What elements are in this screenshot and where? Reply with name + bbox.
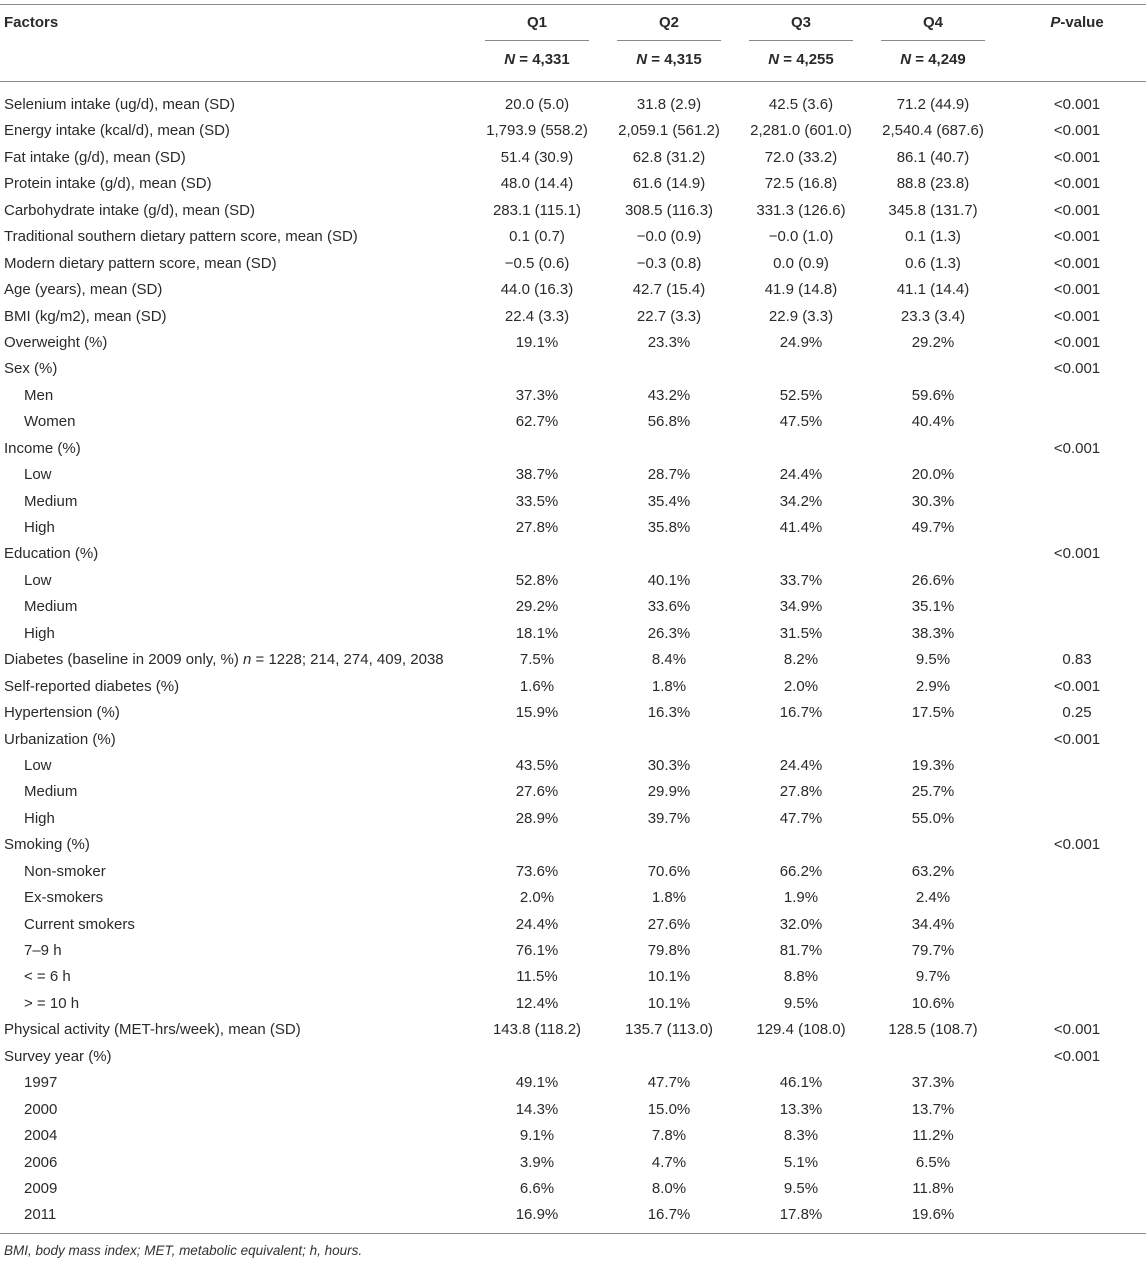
row-label: 2006 bbox=[24, 1153, 58, 1171]
table-row bbox=[0, 594, 1146, 620]
cell-q3: 52.5% bbox=[779, 386, 823, 404]
row-label: Low bbox=[24, 756, 52, 774]
table-footnote: BMI, body mass index; MET, metabolic equivalent; h, hours. bbox=[4, 1243, 363, 1258]
table-row bbox=[0, 1017, 1146, 1043]
row-label: Selenium intake (ug/d), mean (SD) bbox=[4, 96, 235, 113]
row-label: Physical activity (MET-hrs/week), mean (SD) bbox=[4, 1021, 301, 1039]
cell-q1: 1,793.9 (558.2) bbox=[486, 122, 588, 140]
cell-q1: 143.8 (118.2) bbox=[492, 1021, 582, 1039]
cell-q3: 22.9 (3.3) bbox=[768, 307, 834, 325]
row-label: BMI (kg/m2), mean (SD) bbox=[4, 307, 167, 325]
cell-q2: 10.1% bbox=[647, 994, 691, 1012]
cell-p-value: <0.001 bbox=[1053, 281, 1101, 299]
cell-q4: 2.9% bbox=[915, 677, 951, 695]
row-label: Traditional southern dietary pattern score, mean (SD) bbox=[4, 228, 358, 246]
bottom-rule bbox=[0, 1233, 1146, 1234]
table-row bbox=[0, 515, 1146, 541]
cell-q2: 70.6% bbox=[647, 862, 691, 880]
cell-q2: 56.8% bbox=[647, 413, 691, 431]
table-row bbox=[0, 806, 1146, 832]
table-row bbox=[0, 621, 1146, 647]
cell-q3: 27.8% bbox=[779, 783, 823, 801]
row-label: 2000 bbox=[24, 1100, 58, 1118]
cell-q2: 16.3% bbox=[647, 704, 691, 722]
table-row bbox=[0, 541, 1146, 567]
cell-q3: 2.0% bbox=[783, 677, 819, 695]
cell-q4: 128.5 (108.7) bbox=[888, 1021, 978, 1039]
cell-q3: 331.3 (126.6) bbox=[756, 201, 846, 219]
cell-q2: 15.0% bbox=[647, 1100, 691, 1118]
row-label: Women bbox=[24, 413, 76, 431]
cell-q1: 2.0% bbox=[519, 889, 555, 907]
cell-q4: 37.3% bbox=[911, 1074, 955, 1092]
cell-q3: 17.8% bbox=[779, 1206, 823, 1224]
row-label: High bbox=[24, 519, 55, 536]
table-row bbox=[0, 277, 1146, 303]
cell-q2: 39.7% bbox=[647, 809, 691, 827]
header-factors: Factors bbox=[4, 14, 59, 31]
cell-q2: −0.3 (0.8) bbox=[636, 254, 702, 272]
row-label: Sex (%) bbox=[4, 360, 58, 378]
cell-q3: 8.3% bbox=[783, 1127, 819, 1145]
cell-q3: 33.7% bbox=[779, 571, 823, 589]
cell-q2: 308.5 (116.3) bbox=[624, 201, 714, 219]
table-row bbox=[0, 753, 1146, 779]
table-row bbox=[0, 991, 1146, 1017]
row-label: < = 6 h bbox=[24, 968, 71, 986]
cell-q1: 12.4% bbox=[515, 994, 559, 1012]
cell-q1: 24.4% bbox=[515, 915, 559, 933]
cell-q2: 30.3% bbox=[647, 756, 691, 774]
cell-q2: 42.7 (15.4) bbox=[632, 281, 706, 299]
cell-p-value: <0.001 bbox=[1053, 439, 1101, 457]
row-label: Non-smoker bbox=[24, 862, 106, 880]
cell-q3: 42.5 (3.6) bbox=[768, 96, 834, 113]
table-row bbox=[0, 1123, 1146, 1149]
table-row bbox=[0, 436, 1146, 462]
row-label: Carbohydrate intake (g/d), mean (SD) bbox=[4, 201, 255, 219]
cell-q2: 26.3% bbox=[647, 624, 691, 642]
row-label: Ex-smokers bbox=[24, 889, 104, 907]
cell-q4: 0.6 (1.3) bbox=[905, 254, 961, 272]
table-row bbox=[0, 674, 1146, 700]
cell-q1: 0.1 (0.7) bbox=[509, 228, 565, 246]
row-label: 2004 bbox=[24, 1127, 58, 1145]
cell-q4: 63.2% bbox=[911, 862, 955, 880]
cell-q4: 59.6% bbox=[911, 386, 955, 404]
q4-underline bbox=[881, 40, 985, 41]
row-label: Self-reported diabetes (%) bbox=[4, 677, 180, 695]
cell-q1: 9.1% bbox=[519, 1127, 555, 1145]
cell-q3: 72.5 (16.8) bbox=[764, 175, 838, 193]
cell-q4: 2.4% bbox=[915, 889, 951, 907]
cell-q3: 47.7% bbox=[779, 809, 823, 827]
table-body bbox=[0, 92, 1146, 1229]
row-label: Protein intake (g/d), mean (SD) bbox=[4, 175, 212, 193]
cell-q4: 11.8% bbox=[912, 1179, 954, 1197]
cell-p-value: <0.001 bbox=[1053, 148, 1101, 166]
table-row bbox=[0, 1044, 1146, 1070]
table-row bbox=[0, 251, 1146, 277]
cell-p-value: <0.001 bbox=[1053, 228, 1101, 246]
cell-q1: −0.5 (0.6) bbox=[504, 254, 570, 272]
table-row bbox=[0, 964, 1146, 990]
cell-q1: 33.5% bbox=[515, 492, 559, 510]
cell-q4: 2,540.4 (687.6) bbox=[882, 122, 984, 140]
cell-p-value: <0.001 bbox=[1053, 836, 1101, 854]
q2-underline bbox=[617, 40, 721, 41]
row-label: Hypertension (%) bbox=[4, 704, 120, 722]
cell-q4: 34.4% bbox=[911, 915, 955, 933]
cell-q3: −0.0 (1.0) bbox=[768, 228, 834, 246]
cell-q4: 35.1% bbox=[911, 598, 955, 616]
table-row bbox=[0, 1097, 1146, 1123]
cell-q2: 62.8 (31.2) bbox=[632, 148, 706, 166]
cell-q1: 11.5% bbox=[516, 968, 558, 986]
header-q1: Q1 bbox=[526, 14, 547, 31]
cell-p-value: <0.001 bbox=[1053, 360, 1101, 378]
cell-q4: 19.6% bbox=[911, 1206, 955, 1224]
cell-p-value: <0.001 bbox=[1053, 307, 1101, 325]
table-row bbox=[0, 304, 1146, 330]
table-row bbox=[0, 647, 1146, 673]
table-row bbox=[0, 409, 1146, 435]
cell-q4: 23.3 (3.4) bbox=[900, 307, 966, 325]
cell-p-value: <0.001 bbox=[1053, 333, 1101, 351]
cell-q3: 41.4% bbox=[779, 519, 823, 536]
row-label: 1997 bbox=[24, 1074, 58, 1092]
cell-q2: 33.6% bbox=[647, 598, 691, 616]
table-row bbox=[0, 330, 1146, 356]
cell-q1: 27.6% bbox=[515, 783, 559, 801]
row-label: 2009 bbox=[24, 1179, 58, 1197]
header-q2: Q2 bbox=[658, 14, 679, 31]
cell-q2: 8.0% bbox=[651, 1179, 687, 1197]
row-label: Overweight (%) bbox=[4, 333, 108, 351]
cell-p-value: 0.25 bbox=[1062, 704, 1092, 722]
cell-q2: 29.9% bbox=[647, 783, 691, 801]
cell-q1: 62.7% bbox=[515, 413, 559, 431]
table-row bbox=[0, 568, 1146, 594]
cell-q4: 49.7% bbox=[911, 519, 955, 536]
cell-q3: 31.5% bbox=[779, 624, 823, 642]
cell-p-value: <0.001 bbox=[1053, 175, 1101, 193]
top-rule bbox=[0, 4, 1146, 5]
cell-q4: 30.3% bbox=[911, 492, 955, 510]
cell-q2: 27.6% bbox=[647, 915, 691, 933]
table-row bbox=[0, 224, 1146, 250]
cell-q2: 4.7% bbox=[651, 1153, 687, 1171]
cell-q1: 6.6% bbox=[519, 1179, 555, 1197]
header-rule bbox=[0, 81, 1146, 82]
cell-q2: 16.7% bbox=[647, 1206, 691, 1224]
cell-q1: 20.0 (5.0) bbox=[504, 96, 570, 113]
row-label: High bbox=[24, 809, 55, 827]
cell-q4: 25.7% bbox=[911, 783, 955, 801]
cell-p-value: <0.001 bbox=[1053, 96, 1101, 113]
row-label: Urbanization (%) bbox=[4, 730, 116, 748]
header-q3: Q3 bbox=[790, 14, 811, 31]
cell-q3: 24.4% bbox=[779, 466, 823, 484]
cell-q2: 8.4% bbox=[651, 651, 687, 669]
header-p-value bbox=[1022, 14, 1132, 31]
cell-q1: 3.9% bbox=[519, 1153, 555, 1171]
cell-q1: 51.4 (30.9) bbox=[500, 148, 574, 166]
row-label: Age (years), mean (SD) bbox=[4, 281, 163, 299]
row-label: Men bbox=[24, 386, 54, 404]
cell-q1: 19.1% bbox=[515, 333, 559, 351]
cell-q4: 9.5% bbox=[915, 651, 951, 669]
row-label: Medium bbox=[24, 492, 78, 510]
row-label: Fat intake (g/d), mean (SD) bbox=[4, 148, 186, 166]
row-label: Low bbox=[24, 466, 52, 484]
row-label: Medium bbox=[24, 598, 78, 616]
cell-q2: 31.8 (2.9) bbox=[636, 96, 702, 113]
cell-p-value: <0.001 bbox=[1053, 677, 1101, 695]
cell-q4: 71.2 (44.9) bbox=[896, 96, 970, 113]
row-label: Education (%) bbox=[4, 545, 99, 563]
cell-q4: 40.4% bbox=[911, 413, 955, 431]
cell-q3: 47.5% bbox=[779, 413, 823, 431]
cell-q3: 9.5% bbox=[783, 994, 819, 1012]
table-row bbox=[0, 832, 1146, 858]
cell-q4: 10.6% bbox=[911, 994, 955, 1012]
cell-q3: 24.4% bbox=[779, 756, 823, 774]
table-row bbox=[0, 118, 1146, 144]
cell-q1: 43.5% bbox=[515, 756, 559, 774]
cell-q1: 49.1% bbox=[515, 1074, 559, 1092]
cell-q4: 19.3% bbox=[911, 756, 955, 774]
cell-p-value: 0.83 bbox=[1062, 651, 1092, 669]
header-q4: Q4 bbox=[922, 14, 943, 31]
cell-q4: 55.0% bbox=[911, 809, 955, 827]
cell-q3: 41.9 (14.8) bbox=[764, 281, 838, 299]
cell-q1: 28.9% bbox=[515, 809, 559, 827]
table-row bbox=[0, 779, 1146, 805]
cell-q2: −0.0 (0.9) bbox=[636, 228, 702, 246]
cell-q1: 76.1% bbox=[515, 942, 559, 959]
cell-q1: 52.8% bbox=[515, 571, 559, 589]
table-row bbox=[0, 1176, 1146, 1202]
cell-q2: 35.4% bbox=[647, 492, 691, 510]
cell-q2: 28.7% bbox=[647, 466, 691, 484]
cell-q3: 0.0 (0.9) bbox=[773, 254, 829, 272]
cell-q2: 40.1% bbox=[647, 571, 691, 589]
row-label: Energy intake (kcal/d), mean (SD) bbox=[4, 122, 230, 140]
cell-p-value: <0.001 bbox=[1053, 122, 1101, 140]
cell-p-value: <0.001 bbox=[1053, 1021, 1101, 1039]
row-label: Income (%) bbox=[4, 439, 81, 457]
cell-q4: 26.6% bbox=[911, 571, 955, 589]
cell-q2: 35.8% bbox=[647, 519, 691, 536]
table-row bbox=[0, 938, 1146, 964]
row-label: Survey year (%) bbox=[4, 1047, 112, 1065]
table-row bbox=[0, 1202, 1146, 1228]
cell-q3: 8.2% bbox=[783, 651, 819, 669]
cell-q1: 16.9% bbox=[515, 1206, 559, 1224]
cell-q2: 7.8% bbox=[651, 1127, 687, 1145]
table-row bbox=[0, 92, 1146, 118]
row-label: > = 10 h bbox=[24, 994, 80, 1012]
cell-q3: 13.3% bbox=[779, 1100, 823, 1118]
cell-q4: 79.7% bbox=[911, 942, 955, 959]
cell-q4: 38.3% bbox=[911, 624, 955, 642]
table-row bbox=[0, 885, 1146, 911]
table-row bbox=[0, 700, 1146, 726]
cell-q3: 34.2% bbox=[779, 492, 823, 510]
cell-q1: 37.3% bbox=[515, 386, 559, 404]
cell-q1: 14.3% bbox=[515, 1100, 559, 1118]
table-row bbox=[0, 171, 1146, 197]
cell-q4: 29.2% bbox=[911, 333, 955, 351]
cell-q3: 1.9% bbox=[783, 889, 819, 907]
cell-q3: 129.4 (108.0) bbox=[756, 1021, 846, 1039]
cell-q3: 72.0 (33.2) bbox=[764, 148, 838, 166]
table-row bbox=[0, 727, 1146, 753]
cell-p-value: <0.001 bbox=[1053, 730, 1101, 748]
cell-q4: 86.1 (40.7) bbox=[896, 148, 970, 166]
cell-q1: 18.1% bbox=[515, 624, 559, 642]
cell-q3: 32.0% bbox=[779, 915, 823, 933]
row-label: High bbox=[24, 624, 55, 642]
cell-q1: 38.7% bbox=[515, 466, 559, 484]
cell-q2: 61.6 (14.9) bbox=[632, 175, 706, 193]
cell-q3: 5.1% bbox=[783, 1153, 819, 1171]
cell-q1: 7.5% bbox=[519, 651, 555, 669]
cell-q4: 9.7% bbox=[915, 968, 951, 986]
cell-q1: 48.0 (14.4) bbox=[500, 175, 574, 193]
cell-q1: 44.0 (16.3) bbox=[500, 281, 574, 299]
cell-q3: 24.9% bbox=[779, 333, 823, 351]
cell-q2: 22.7 (3.3) bbox=[636, 307, 702, 325]
cell-q4: 0.1 (1.3) bbox=[905, 228, 961, 246]
cell-q4: 345.8 (131.7) bbox=[888, 201, 978, 219]
cell-q2: 135.7 (113.0) bbox=[624, 1021, 714, 1039]
cell-q1: 283.1 (115.1) bbox=[492, 201, 582, 219]
cell-q2: 2,059.1 (561.2) bbox=[618, 122, 720, 140]
row-label: 7–9 h bbox=[24, 942, 62, 959]
cell-q3: 2,281.0 (601.0) bbox=[750, 122, 852, 140]
cell-q1: 29.2% bbox=[515, 598, 559, 616]
cell-q4: 6.5% bbox=[915, 1153, 951, 1171]
table-row bbox=[0, 356, 1146, 382]
header-n4: N = 4,249 bbox=[900, 51, 966, 68]
row-label: Modern dietary pattern score, mean (SD) bbox=[4, 254, 277, 272]
cell-q2: 43.2% bbox=[647, 386, 691, 404]
cell-q3: 34.9% bbox=[779, 598, 823, 616]
cell-q3: 66.2% bbox=[779, 862, 823, 880]
row-label: Low bbox=[24, 571, 52, 589]
table-row bbox=[0, 462, 1146, 488]
row-label: 2011 bbox=[24, 1206, 57, 1224]
table-row bbox=[0, 1070, 1146, 1096]
row-label: Medium bbox=[24, 783, 78, 801]
cell-p-value: <0.001 bbox=[1053, 254, 1101, 272]
row-label: Current smokers bbox=[24, 915, 135, 933]
cell-p-value: <0.001 bbox=[1053, 1047, 1101, 1065]
cell-q3: 46.1% bbox=[779, 1074, 823, 1092]
cell-q4: 20.0% bbox=[911, 466, 955, 484]
cell-p-value: <0.001 bbox=[1053, 201, 1101, 219]
cell-q1: 1.6% bbox=[519, 677, 555, 695]
cell-q2: 1.8% bbox=[651, 677, 687, 695]
header-n1: N = 4,331 bbox=[504, 51, 570, 68]
row-label: Smoking (%) bbox=[4, 836, 90, 854]
cell-q4: 11.2% bbox=[912, 1127, 954, 1145]
cell-q4: 88.8 (23.8) bbox=[896, 175, 970, 193]
header-p-rest: -value bbox=[1060, 14, 1104, 31]
table-row bbox=[0, 912, 1146, 938]
cell-q1: 22.4 (3.3) bbox=[504, 307, 570, 325]
table-row bbox=[0, 383, 1146, 409]
header-n2: N = 4,315 bbox=[636, 51, 702, 68]
q1-underline bbox=[485, 40, 589, 41]
cell-q2: 10.1% bbox=[647, 968, 691, 986]
cell-q2: 1.8% bbox=[651, 889, 687, 907]
cell-q1: 15.9% bbox=[515, 704, 559, 722]
cell-q4: 17.5% bbox=[911, 704, 955, 722]
header-p-italic: P bbox=[1050, 14, 1061, 31]
cell-q1: 73.6% bbox=[515, 862, 559, 880]
cell-q1: 27.8% bbox=[515, 519, 559, 536]
q3-underline bbox=[749, 40, 853, 41]
table-row bbox=[0, 145, 1146, 171]
table-row bbox=[0, 1150, 1146, 1176]
table-row bbox=[0, 489, 1146, 515]
cell-q3: 16.7% bbox=[779, 704, 823, 722]
cell-p-value: <0.001 bbox=[1053, 545, 1101, 563]
cell-q4: 41.1 (14.4) bbox=[896, 281, 970, 299]
header-n3: N = 4,255 bbox=[768, 51, 834, 68]
cell-q2: 79.8% bbox=[647, 942, 691, 959]
cell-q3: 8.8% bbox=[783, 968, 819, 986]
row-label: Diabetes (baseline in 2009 only, %) n = 1228; 214, 274, 409, 2038 bbox=[4, 651, 444, 669]
cell-q2: 47.7% bbox=[647, 1074, 691, 1092]
cell-q4: 13.7% bbox=[911, 1100, 955, 1118]
table-row bbox=[0, 198, 1146, 224]
cell-q3: 9.5% bbox=[783, 1179, 819, 1197]
table-row bbox=[0, 859, 1146, 885]
cell-q3: 81.7% bbox=[779, 942, 823, 959]
cell-q2: 23.3% bbox=[647, 333, 691, 351]
